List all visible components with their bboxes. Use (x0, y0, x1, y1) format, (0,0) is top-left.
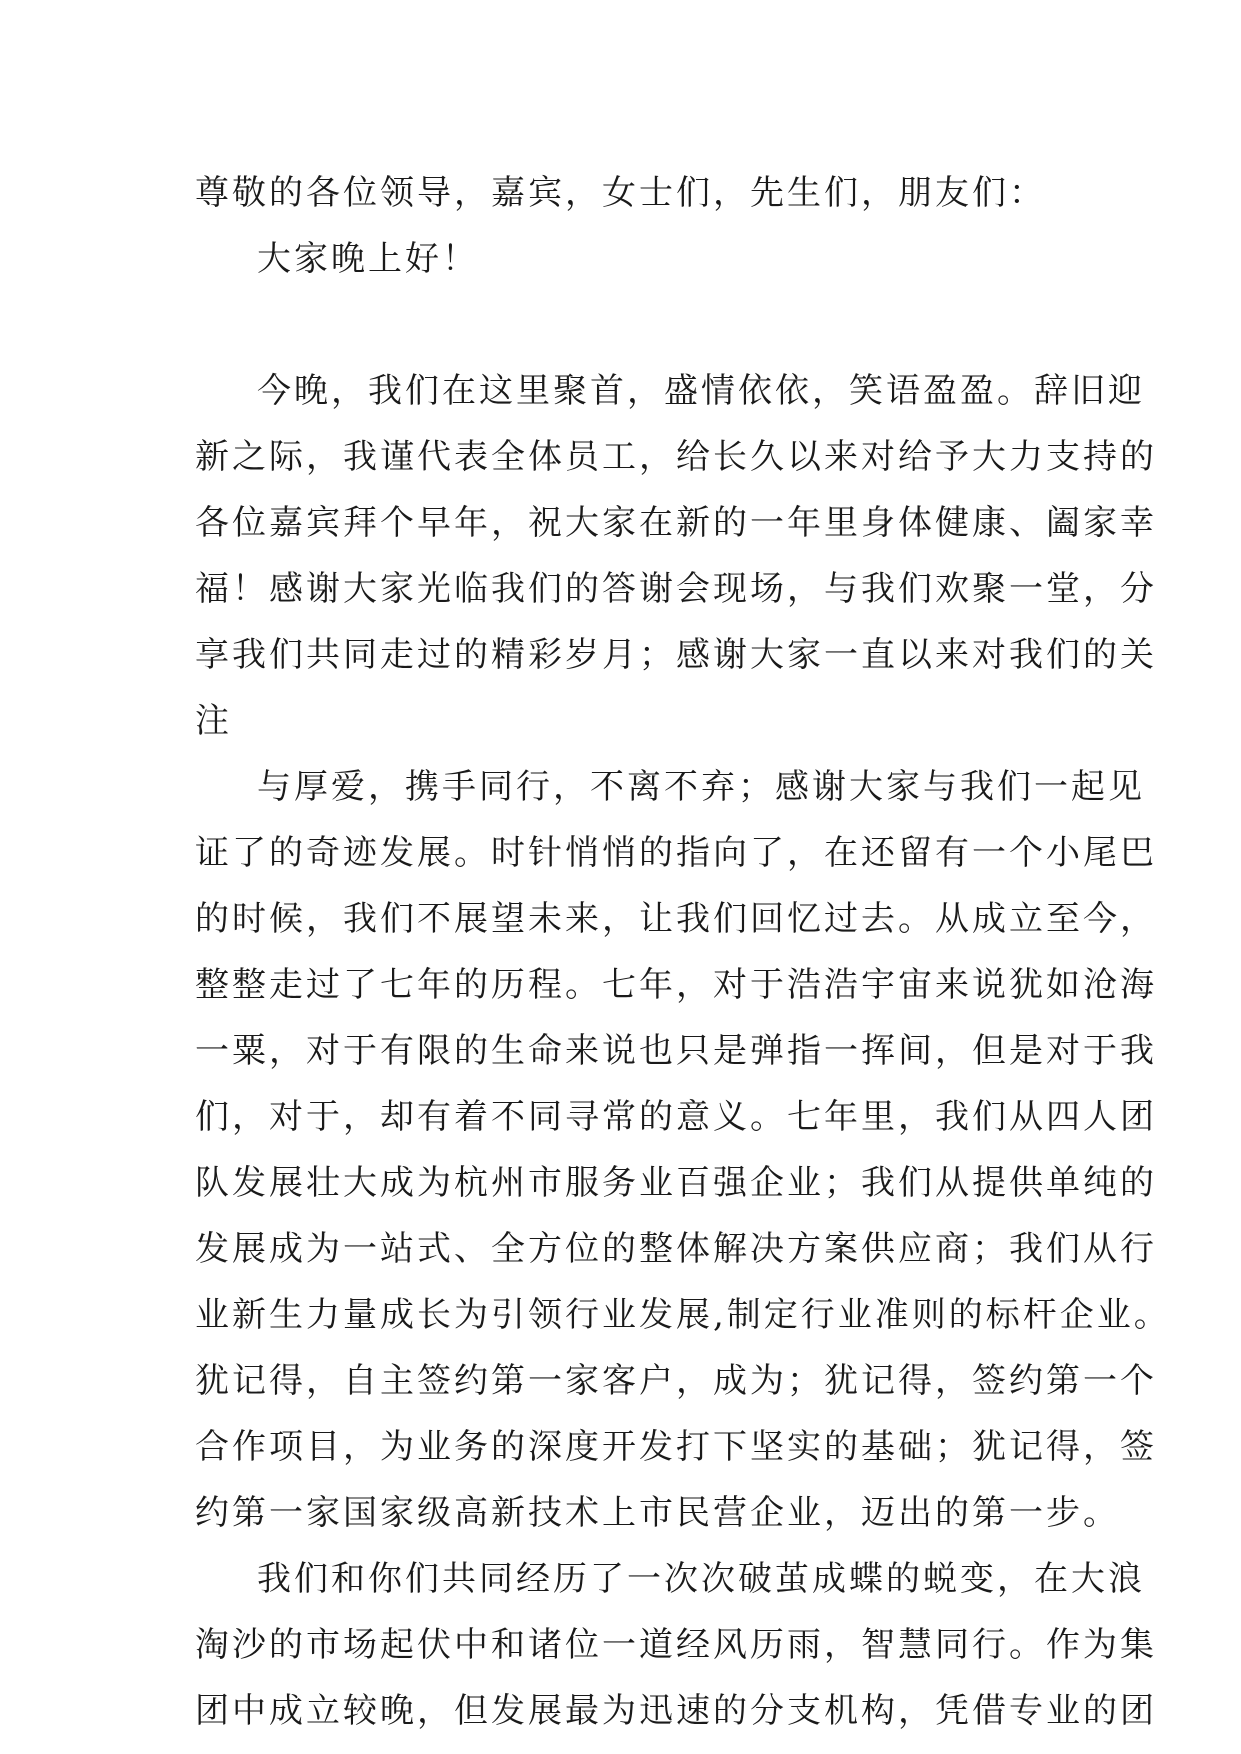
paragraph-gap (195, 292, 1075, 358)
paragraph-3 (195, 1546, 1157, 1744)
paragraph-line: 队发展壮大成为杭州市服务业百强企业；我们从提供单纯的 (195, 1163, 1157, 1203)
speech-text (195, 160, 1171, 1744)
paragraph-line: 发展成为一站式、全方位的整体解决方案供应商；我们从行 (195, 1229, 1157, 1269)
paragraph-line: 整整走过了七年的历程。七年，对于浩浩宇宙来说犹如沧海 (195, 965, 1157, 1005)
paragraph-line: 享我们共同走过的精彩岁月；感谢大家一直以来对我们的关 (195, 635, 1157, 675)
paragraph-line: 们，对于，却有着不同寻常的意义。七年里，我们从四人团 (195, 1097, 1157, 1137)
paragraph-line: 注 (195, 701, 232, 741)
paragraph-line: 的时候，我们不展望未来，让我们回忆过去。从成立至今， (195, 899, 1157, 939)
paragraph-line: 业新生力量成长为引领行业发展,制定行业准则的标杆企业。 (195, 1295, 1171, 1335)
greeting-line: 大家晚上好！ (257, 239, 479, 279)
paragraph-line: 合作项目，为业务的深度开发打下坚实的基础；犹记得，签 (195, 1427, 1157, 1467)
paragraph-line: 福！感谢大家光临我们的答谢会现场，与我们欢聚一堂，分 (195, 569, 1157, 609)
paragraph-line: 犹记得，自主签约第一家客户，成为；犹记得，签约第一个 (195, 1361, 1157, 1401)
paragraph-line: 今晚，我们在这里聚首，盛情依依，笑语盈盈。辞旧迎 (257, 371, 1145, 411)
paragraph-line: 淘沙的市场起伏中和诸位一道经风历雨，智慧同行。作为集 (195, 1625, 1157, 1665)
paragraph-line: 证了的奇迹发展。时针悄悄的指向了，在还留有一个小尾巴 (195, 833, 1157, 873)
paragraph-line: 各位嘉宾拜个早年，祝大家在新的一年里身体健康、阖家幸 (195, 503, 1157, 543)
paragraph-line: 团中成立较晚，但发展最为迅速的分支机构，凭借专业的团 (195, 1691, 1157, 1731)
paragraph-line: 一粟，对于有限的生命来说也只是弹指一挥间，但是对于我 (195, 1031, 1157, 1071)
paragraph-line: 新之际，我谨代表全体员工，给长久以来对给予大力支持的 (195, 437, 1157, 477)
paragraph-2 (195, 754, 1171, 1546)
salutation-line: 尊敬的各位领导，嘉宾，女士们，先生们，朋友们： (195, 173, 1046, 213)
paragraph-1 (195, 358, 1157, 754)
paragraph-line: 与厚爱，携手同行，不离不弃；感谢大家与我们一起见 (257, 767, 1145, 807)
paragraph-line: 约第一家国家级高新技术上市民营企业，迈出的第一步。 (195, 1493, 1120, 1533)
paragraph-line: 我们和你们共同经历了一次次破茧成蝶的蜕变，在大浪 (257, 1559, 1145, 1599)
